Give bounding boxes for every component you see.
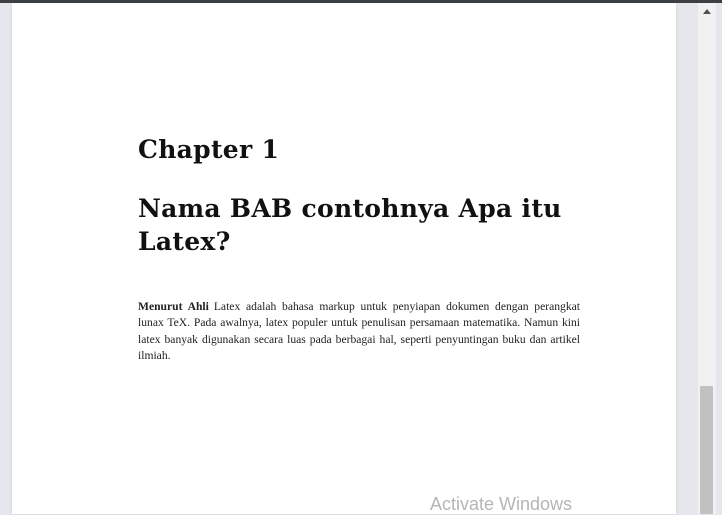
body-paragraph	[138, 299, 580, 364]
chapter-label: Chapter 1	[138, 135, 280, 164]
activate-windows-watermark: Activate Windows	[430, 494, 573, 514]
scroll-thumb[interactable]	[700, 386, 713, 514]
triangle-up-icon	[703, 9, 711, 14]
vertical-scrollbar[interactable]	[698, 3, 716, 514]
paragraph-heading: Menurut Ahli	[138, 300, 209, 313]
chapter-title: Nama BAB contohnya Apa itu Latex?	[138, 194, 562, 256]
paragraph-text: Latex adalah bahasa markup untuk penyiapan dokumen dengan perangkat lunax TeX. Pada awalnya, latex populer untuk penulisan persamaan matematika. Namun kini latex banyak digunakan secara luas pada berbagai hal, seperti penyuntingan buku dan artikel ilmiah.	[138, 300, 580, 362]
document-viewer[interactable]	[0, 3, 722, 514]
scroll-up-button[interactable]	[698, 3, 716, 20]
document-page	[12, 3, 676, 514]
